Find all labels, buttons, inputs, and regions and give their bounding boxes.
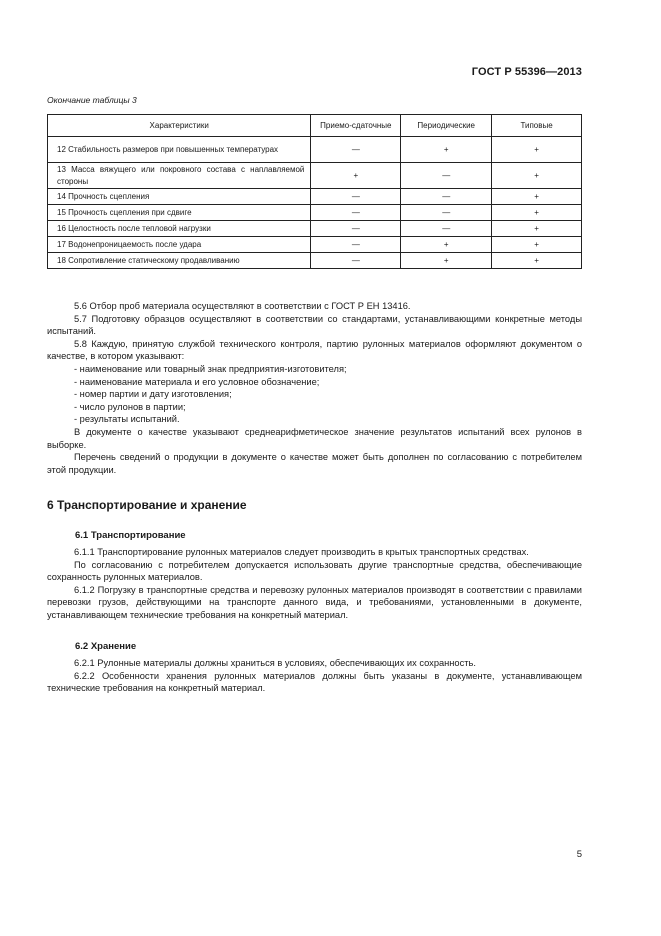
list-item: - результаты испытаний. <box>74 414 180 425</box>
row-acceptance: — <box>311 205 401 221</box>
row-name: 15 Прочность сцепления при сдвиге <box>48 205 311 221</box>
paragraph-extension: Перечень сведений о продукции в документе о качестве может быть дополнен по согласованию с потребителем этой продукции. <box>47 452 582 475</box>
paragraph-6-1-1: 6.1.1 Транспортирование рулонных материалов следует производить в крытых транспортных средствах. <box>74 547 529 557</box>
table-caption: Окончание таблицы 3 <box>47 95 137 105</box>
row-periodic: — <box>401 189 492 205</box>
row-periodic: — <box>401 221 492 237</box>
paragraph-mean-value: В документе о качестве указывают среднеарифметическое значение результатов испытаний всех рулонов в выборке. <box>47 426 582 450</box>
table-row <box>48 205 582 221</box>
row-acceptance: — <box>311 237 401 253</box>
row-periodic: — <box>401 205 492 221</box>
row-name: 16 Целостность после тепловой нагрузки <box>48 221 311 237</box>
row-type: + <box>492 137 582 163</box>
row-name: 12 Стабильность размеров при повышенных температурах <box>48 137 311 163</box>
row-acceptance: — <box>311 189 401 205</box>
section-6-title: 6 Транспортирование и хранение <box>47 498 247 512</box>
paragraph-5-8: 5.8 Каждую, принятую службой технического контроля, партию рулонных материалов оформляют документом о качестве, в котором указывают: <box>47 338 582 362</box>
table-row <box>48 163 582 189</box>
col-header-acceptance: Приемо-сдаточные <box>311 115 401 137</box>
col-header-characteristics: Характеристики <box>48 115 311 137</box>
list-item: - номер партии и дату изготовления; <box>74 389 232 400</box>
row-acceptance: — <box>311 221 401 237</box>
table-row <box>48 221 582 237</box>
row-type: + <box>492 205 582 221</box>
list-item: - число рулонов в партии; <box>74 401 186 412</box>
row-name: 14 Прочность сцепления <box>48 189 311 205</box>
list-item: - наименование материала и его условное обозначение; <box>74 376 320 387</box>
section-6-2-text <box>47 657 582 695</box>
paragraph-5-7: 5.7 Подготовку образцов осуществляют в соответствии со стандартами, устанавливающими конкретные методы испытаний. <box>47 313 582 337</box>
table-3 <box>47 114 582 269</box>
subsection-6-2-title: 6.2 Хранение <box>75 641 137 652</box>
row-acceptance: — <box>311 137 401 163</box>
row-acceptance: — <box>311 253 401 269</box>
row-type: + <box>492 163 582 189</box>
col-header-periodic: Периодические <box>401 115 492 137</box>
col-header-type: Типовые <box>492 115 582 137</box>
section-6-1-text <box>47 546 582 622</box>
section-5-text <box>47 300 582 476</box>
table-row <box>48 253 582 269</box>
row-type: + <box>492 253 582 269</box>
paragraph-6-2-2: 6.2.2 Особенности хранения рулонных материалов должны быть указаны в документе, устанавливающем технические требования на конкретный материал. <box>47 670 582 694</box>
table-header-row <box>48 115 582 137</box>
table-row <box>48 237 582 253</box>
subsection-6-1-title: 6.1 Транспортирование <box>75 530 186 541</box>
row-periodic: + <box>401 237 492 253</box>
paragraph-6-1-2: 6.1.2 Погрузку в транспортные средства и перевозку рулонных материалов производят в соответствии с правилами перевозки грузов, действующими на транспорте данного вида, и требованиями, установленными в документе, устанавливающем технические требования на конкретный материал. <box>47 584 582 620</box>
row-type: + <box>492 221 582 237</box>
document-id: ГОСТ Р 55396—2013 <box>471 66 582 78</box>
row-periodic: + <box>401 253 492 269</box>
row-name: 18 Сопротивление статическому продавливанию <box>48 253 311 269</box>
row-type: + <box>492 189 582 205</box>
table-row <box>48 137 582 163</box>
page-number: 5 <box>576 849 582 860</box>
paragraph-6-2-1: 6.2.1 Рулонные материалы должны храниться в условиях, обеспечивающих их сохранность. <box>74 658 476 668</box>
row-name: 13 Масса вяжущего или покровного состава с наплавляемой стороны <box>48 163 311 189</box>
row-acceptance: + <box>311 163 401 189</box>
table-row <box>48 189 582 205</box>
list-item: - наименование или товарный знак предприятия-изготовителя; <box>74 363 347 374</box>
paragraph-6-1-1-b: По согласованию с потребителем допускается использовать другие транспортные средства, обеспечивающие сохранность рулонных материалов. <box>47 559 582 583</box>
row-type: + <box>492 237 582 253</box>
row-periodic: + <box>401 137 492 163</box>
row-name: 17 Водонепроницаемость после удара <box>48 237 311 253</box>
row-periodic: — <box>401 163 492 189</box>
paragraph-5-6: 5.6 Отбор проб материала осуществляют в соответствии с ГОСТ Р ЕН 13416. <box>74 301 411 311</box>
